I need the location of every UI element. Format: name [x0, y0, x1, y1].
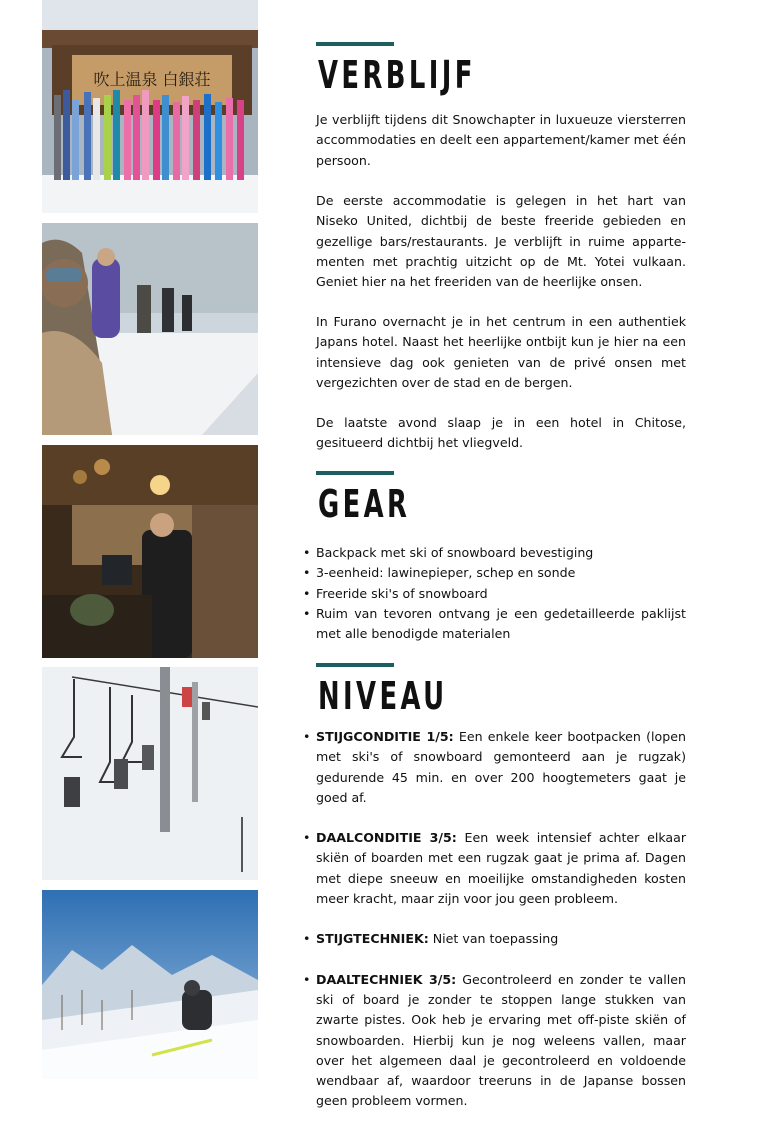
- niveau-text: Niet van toepassing: [428, 931, 559, 947]
- gear-title: GEAR: [318, 482, 411, 526]
- sign-text: 吹上温泉 白銀荘: [93, 70, 211, 89]
- niveau-rule: [316, 663, 394, 667]
- niveau-label: STIJGCONDITIE 1/5:: [316, 729, 454, 744]
- niveau-text: Een week intensief achter elkaar skiën of boarden met een rugzak gaat je prima af. Dagen met diepe sneeuw en moeilijke omstandigheden kosten meer kracht, maar zijn voor jou geen probleem.: [316, 830, 686, 907]
- verblijf-paragraph-2: De eerste accommodatie is gelegen in het hart van Niseko United, dichtbij de beste freeride gebieden en gezellige bars/restaurants. Je verblijft in ruime apparte-menten met prachtig uitzicht op de Mt. Yotei vulkaan. Geniet hier na het freeriden van de heerlijke onsen.: [316, 193, 686, 290]
- niveau-text: Een enkele keer bootpacken (lopen met ski's of snowboard gemonteerd aan je rugzak) gedurende 45 min. en over 200 hoogtemeters gaat je goed af.: [316, 729, 686, 805]
- photo-skis-sign: [42, 0, 258, 213]
- verblijf-rule: [316, 42, 394, 46]
- photo-powder-skier: [42, 890, 258, 1079]
- niveau-item-stijgtechniek: [316, 929, 686, 949]
- gear-item: • Backpack met ski of snowboard bevestiging: [316, 543, 686, 563]
- gear-rule: [316, 471, 394, 475]
- verblijf-title: VERBLIJF: [318, 53, 476, 97]
- niveau-item-daaltechniek: [316, 970, 686, 1112]
- gear-item: • Freeride ski's of snowboard: [316, 584, 686, 604]
- verblijf-paragraph-4: De laatste avond slaap je in een hotel in Chitose, gesitueerd dichtbij het vliegveld.: [316, 415, 686, 451]
- niveau-label: DAALCONDITIE 3/5:: [316, 830, 457, 846]
- niveau-label: STIJGTECHNIEK:: [316, 931, 429, 947]
- niveau-item-daalconditie: [316, 828, 686, 909]
- niveau-title: NIVEAU: [318, 674, 448, 718]
- gear-list: [316, 543, 686, 644]
- gear-item: • Ruim van tevoren ontvang je een gedetailleerde paklijst met alle benodigde materialen: [316, 604, 686, 645]
- verblijf-paragraph-3: In Furano overnacht je in het centrum in een authentiek Japans hotel. Naast het heerlijke ontbijt kun je hier na een intensieve dag ook genieten van de privé onsen met vergezichten over de stad en de bergen.: [316, 314, 686, 390]
- verblijf-paragraph-1: Je verblijft tijdens dit Snowchapter in luxueuze viersterren accommodaties en deelt een appartement/kamer met één persoon.: [316, 112, 687, 168]
- niveau-text: Gecontroleerd en zonder te vallen ski of board je zonder te stoppen lange stukken van zwarte pistes. Ook heb je ervaring met off-piste skiën of snowboarden. Hierbij kun je nog weleens vallen, maar over het algemeen daal je gecontroleerd en voldoende wendbaar af, waardoor treeruns in de Japanse bossen geen probleem vormen.: [316, 971, 686, 1109]
- niveau-label: DAALTECHNIEK 3/5:: [316, 971, 457, 987]
- niveau-list: [316, 727, 686, 1132]
- photo-group-slope: [42, 223, 258, 435]
- gear-item: • 3-eenheid: lawinepieper, schep en sonde: [316, 563, 686, 583]
- niveau-item-stijgconditie: [316, 727, 686, 808]
- photo-chairlift: [42, 667, 258, 880]
- photo-interior: [42, 445, 258, 658]
